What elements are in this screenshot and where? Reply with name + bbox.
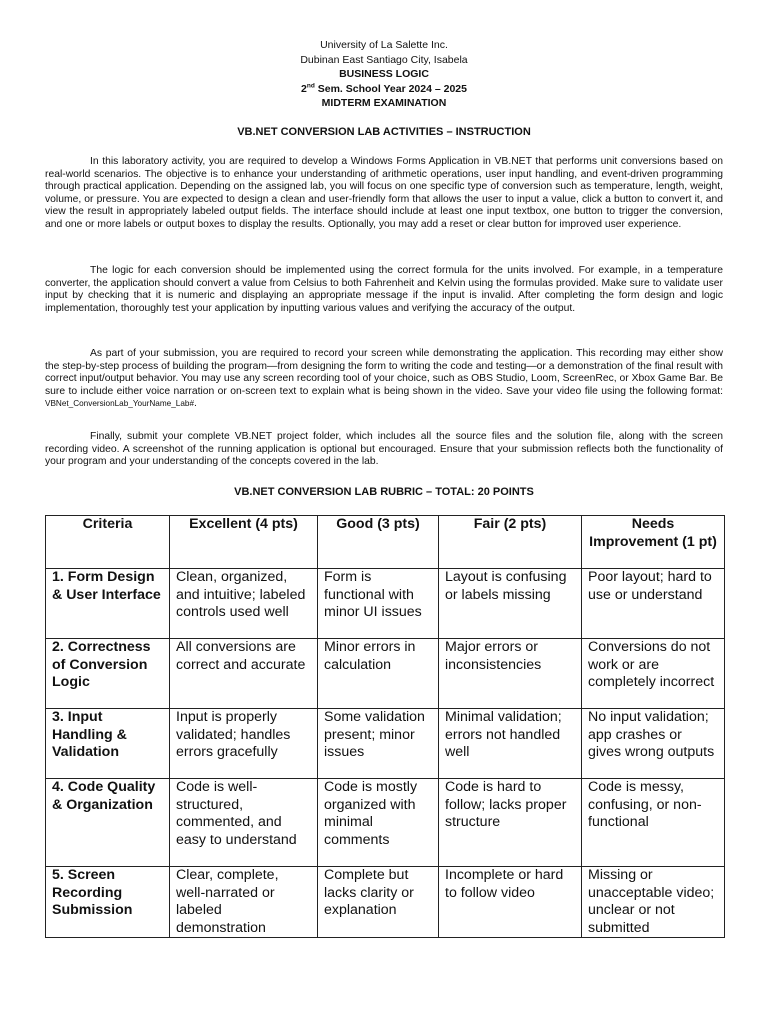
excellent-cell: Clean, organized, and intuitive; labeled controls used well bbox=[170, 569, 318, 639]
semester-number: 2 bbox=[301, 82, 307, 95]
good-cell: Form is functional with minor UI issues bbox=[318, 569, 439, 639]
semester-line bbox=[0, 82, 768, 97]
header-needs-improvement: Needs Improvement (1 pt) bbox=[582, 516, 725, 569]
paragraph-3 bbox=[45, 348, 723, 411]
fair-cell: Major errors or inconsistencies bbox=[439, 639, 582, 709]
header-good: Good (3 pts) bbox=[318, 516, 439, 569]
university-address: Dubinan East Santiago City, Isabela bbox=[300, 53, 468, 66]
paragraph-1: In this laboratory activity, you are required to develop a Windows Forms Application in VB.NET that performs unit conversions based on real-world scenarios. The objective is to enhance your understanding of arithmetic operations, user input handling, and event-driven programming through practical application. Depending on the assigned lab, you will focus on one specific type of conversion such as temperature, length, weight, volume, or pressure. You are expected to design a clean and user-friendly form that allows the user to input a value, click a button to convert it, and view the result in appropriately labeled output fields. The interface should include at least one input textbox, one button to trigger the conversion, and one or more labels or output boxes to display the results. Optionally, you may add a reset or clear button for improved user experience. bbox=[45, 156, 723, 230]
good-cell: Some validation present; minor issues bbox=[318, 709, 439, 779]
needs-improvement-cell: Missing or unacceptable video; unclear or not submitted bbox=[582, 867, 725, 938]
excellent-cell: Input is properly validated; handles errors gracefully bbox=[170, 709, 318, 779]
good-cell: Complete but lacks clarity or explanation bbox=[318, 867, 439, 938]
excellent-cell: Clear, complete, well-narrated or labeled demonstration bbox=[170, 867, 318, 938]
table-row bbox=[46, 867, 725, 938]
instruction-title: VB.NET CONVERSION LAB ACTIVITIES – INSTRUCTION bbox=[237, 126, 531, 138]
table-row bbox=[46, 779, 725, 867]
excellent-cell: All conversions are correct and accurate bbox=[170, 639, 318, 709]
needs-improvement-cell: Conversions do not work or are completely incorrect bbox=[582, 639, 725, 709]
rubric-title: VB.NET CONVERSION LAB RUBRIC – TOTAL: 20 POINTS bbox=[234, 486, 534, 498]
needs-improvement-cell: No input validation; app crashes or gives wrong outputs bbox=[582, 709, 725, 779]
needs-improvement-cell: Poor layout; hard to use or understand bbox=[582, 569, 725, 639]
excellent-cell: Code is well-structured, commented, and easy to understand bbox=[170, 779, 318, 867]
criteria-cell: 2. Correctness of Conversion Logic bbox=[46, 639, 170, 709]
header-excellent: Excellent (4 pts) bbox=[170, 516, 318, 569]
table-row bbox=[46, 709, 725, 779]
paragraph-3-end: . bbox=[194, 398, 197, 410]
good-cell: Code is mostly organized with minimal comments bbox=[318, 779, 439, 867]
rubric-table bbox=[45, 515, 725, 938]
rubric-header-row bbox=[46, 516, 725, 569]
criteria-cell: 1. Form Design & User Interface bbox=[46, 569, 170, 639]
header-criteria: Criteria bbox=[46, 516, 170, 569]
good-cell: Minor errors in calculation bbox=[318, 639, 439, 709]
fair-cell: Layout is confusing or labels missing bbox=[439, 569, 582, 639]
university-name: University of La Salette Inc. bbox=[320, 39, 448, 51]
paragraph-3-text: As part of your submission, you are required to record your screen while demonstrating the application. This recording may either show the step-by-step process of building the program—from designing the form to writing the code and testing—or a demonstration of the final result with correct input/output behavior. You may use any screen recording tool of your choice, such as OBS Studio, Loom, ScreenRec, or Xbox Game Bar. Be sure to include either voice narration or on-screen text to explain what is being shown in the video. Save your video file using the following format: bbox=[45, 348, 723, 397]
video-filename-format: VBNet_ConversionLab_YourName_Lab# bbox=[45, 399, 194, 409]
fair-cell: Incomplete or hard to follow video bbox=[439, 867, 582, 938]
criteria-cell: 5. Screen Recording Submission bbox=[46, 867, 170, 938]
fair-cell: Minimal validation; errors not handled well bbox=[439, 709, 582, 779]
semester-rest: Sem. School Year 2024 – 2025 bbox=[314, 82, 467, 95]
criteria-cell: 3. Input Handling & Validation bbox=[46, 709, 170, 779]
exam-title: MIDTERM EXAMINATION bbox=[321, 97, 447, 110]
criteria-cell: 4. Code Quality & Organization bbox=[46, 779, 170, 867]
fair-cell: Code is hard to follow; lacks proper structure bbox=[439, 779, 582, 867]
semester-suffix: nd bbox=[306, 82, 315, 90]
paragraph-2: The logic for each conversion should be implemented using the correct formula for the units involved. For example, in a temperature converter, the application should convert a value from Celsius to both Fahrenheit and Kelvin using the formulas provided. Make sure to validate user input by checking that it is numeric and displaying an appropriate message if the input is invalid. After completing the form design and logic implementation, thoroughly test your application by inputting various values and verifying the accuracy of the output. bbox=[45, 265, 723, 314]
paragraph-4: Finally, submit your complete VB.NET project folder, which includes all the source files and the solution file, along with the screen recording video. A screenshot of the running application is optional but encouraged. Ensure that your submission reflects both the functionality of your program and your understanding of the concepts covered in the lab. bbox=[45, 431, 723, 468]
table-row bbox=[46, 639, 725, 709]
subject-title: BUSINESS LOGIC bbox=[339, 68, 429, 81]
document-header bbox=[0, 38, 768, 111]
header-fair: Fair (2 pts) bbox=[439, 516, 582, 569]
table-row bbox=[46, 569, 725, 639]
needs-improvement-cell: Code is messy, confusing, or non-functional bbox=[582, 779, 725, 867]
